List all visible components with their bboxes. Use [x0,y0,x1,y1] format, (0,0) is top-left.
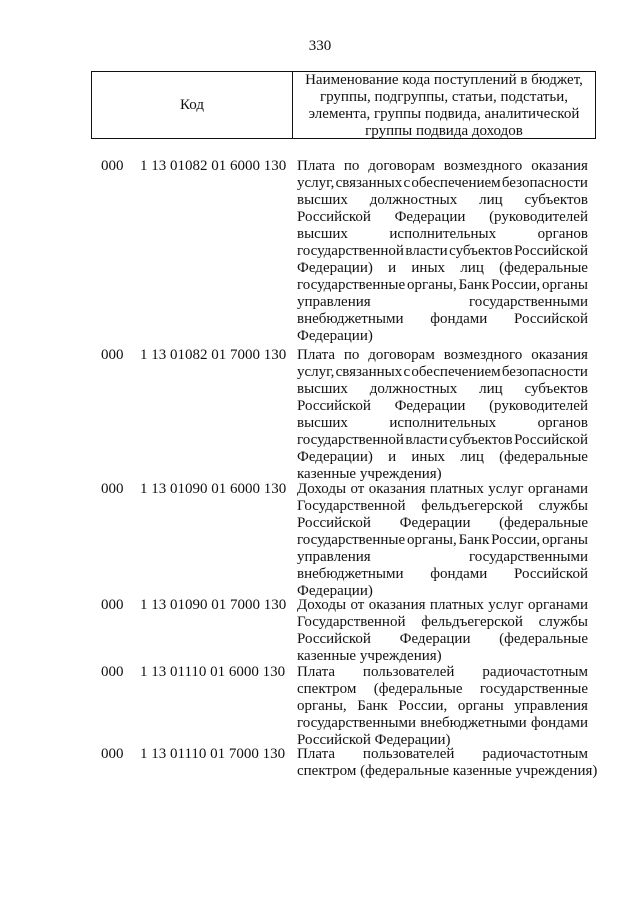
word: фельдъегерской [421,614,523,630]
revenue-name-line [297,209,588,226]
revenue-name-line [297,364,588,381]
word: субъектов [449,243,513,259]
word: лиц [460,260,484,276]
word: органы [542,277,588,293]
word: Плата [297,347,335,363]
word: России, [491,532,541,548]
word: Российской [297,398,371,414]
word: лиц [460,449,484,465]
revenue-name-line [297,481,588,498]
word: высших [297,192,348,208]
revenue-name-line [297,515,588,532]
word: субъектов [524,381,588,397]
word: органы [542,532,588,548]
revenue-name-line [297,614,588,631]
revenue-name [297,347,588,483]
revenue-name-line [297,566,588,583]
admin-code: 000 [101,664,124,680]
word: договорам [368,347,435,363]
word: фондами [430,311,488,327]
word: по [343,158,360,174]
word: Федерации [399,631,471,647]
word: органы, [297,698,347,714]
word: спектром (федеральные казенные учреждения) [297,763,598,779]
revenue-name-line [297,449,588,466]
word: услуг, [297,364,335,380]
revenue-name [297,597,588,665]
word: субъектов [524,192,588,208]
word: Плата [297,158,335,174]
word: платных [429,481,484,497]
word: органами [527,481,588,497]
word: Российской [297,515,371,531]
word: оказания [531,158,588,174]
word: государственными [297,715,416,731]
word: Российской Федерации) [297,732,451,748]
header-name-line: элемента, группы подвида, аналитической [308,106,580,122]
word: оказания [368,481,426,497]
page-number: 330 [308,38,332,54]
word: оказания [531,347,588,363]
revenue-name-line [297,226,588,243]
word: (руководителей [489,209,588,225]
word: безопасности [501,364,588,380]
revenue-name [297,664,588,749]
word: (федеральные [499,631,588,647]
table-header [91,71,596,139]
revenue-name-line [297,311,588,328]
revenue-name-line [297,192,588,209]
word: органами [527,597,588,613]
revenue-name-line [297,549,588,566]
word: договорам [368,158,435,174]
word: Федерации) [297,583,373,599]
word: Банк [357,698,388,714]
revenue-name-line [297,631,588,648]
word: фельдъегерской [421,498,523,514]
header-name-line: группы подвида доходов [365,123,523,139]
word: органов [537,226,588,242]
word: высших [297,226,348,242]
word: управления [297,549,371,565]
word: услуг, [297,175,335,191]
word: управления [297,294,371,310]
word: (федеральные [499,260,588,276]
revenue-name [297,481,588,600]
word: Федерации [394,398,466,414]
admin-code: 000 [101,481,124,497]
revenue-name-line [297,715,588,732]
word: власти [405,432,448,448]
revenue-name [297,746,598,780]
word: связанных [335,175,403,191]
word: Доходы [297,481,347,497]
word: России, [491,277,541,293]
word: государственные [297,532,406,548]
word: внебюджетными [420,715,527,731]
revenue-name-line [297,381,588,398]
word: фондами [530,715,588,731]
revenue-code: 1 13 01082 01 6000 130 [140,158,287,174]
word: Российской [514,311,588,327]
word: органы, [407,277,457,293]
word: Российской [297,631,371,647]
word: фондами [430,566,488,582]
word: службы [538,498,588,514]
revenue-name-line [297,763,598,780]
revenue-name-line [297,347,588,364]
word: Федерации) [297,260,373,276]
word: органов [537,415,588,431]
word: Федерации) [297,328,373,344]
word: обеспечением [411,175,501,191]
word: казенные учреждения) [297,648,442,664]
word: Российской [514,432,588,448]
revenue-name-line [297,664,588,681]
revenue-name-line [297,328,588,345]
word: услуг [488,481,524,497]
revenue-name-line [297,175,588,192]
word: высших [297,381,348,397]
word: Доходы [297,597,347,613]
word: радиочастотным [482,746,588,762]
word: (руководителей [489,398,588,414]
word: Государственной [297,498,406,514]
word: государственными [469,549,588,565]
word: власти [405,243,448,259]
word: должностных [369,381,458,397]
word: лиц [479,192,503,208]
word: спектром [297,681,357,697]
word: государственными [469,294,588,310]
word: службы [538,614,588,630]
revenue-name-line [297,277,588,294]
header-name-line: группы, подгруппы, статьи, подстатьи, [319,89,569,105]
word: по [343,347,360,363]
word: и [388,260,397,276]
word: услуг [488,597,524,613]
word: Российской [297,209,371,225]
word: оказания [368,597,426,613]
word: внебюджетными [297,311,404,327]
word: радиочастотным [482,664,588,680]
word: внебюджетными [297,566,404,582]
word: субъектов [449,432,513,448]
revenue-code: 1 13 01090 01 6000 130 [140,481,287,497]
word: связанных [335,364,403,380]
word: Банк [458,277,490,293]
word: казенные учреждения) [297,466,442,482]
revenue-name-line [297,746,588,763]
word: Государственной [297,614,406,630]
word: и [388,449,397,465]
word: Федерации) [297,449,373,465]
revenue-name-line [297,158,588,175]
word: государственные [479,681,588,697]
admin-code: 000 [101,597,124,613]
revenue-name-line [297,648,588,665]
revenue-name-line [297,243,588,260]
word: государственной [297,243,404,259]
word: Российской [514,243,588,259]
revenue-name-line [297,532,588,549]
word: Плата [297,664,335,680]
word: высших [297,415,348,431]
word: лиц [479,381,503,397]
revenue-name-line [297,294,588,311]
word: от [350,481,365,497]
word: (федеральные [499,449,588,465]
word: должностных [369,192,458,208]
word: Российской [514,566,588,582]
word: Федерации [399,515,471,531]
word: безопасности [501,175,588,191]
word: иных [411,449,446,465]
admin-code: 000 [101,158,124,174]
word: органы, [407,532,457,548]
word: с [403,364,411,380]
header-name-column [293,72,595,138]
revenue-code: 1 13 01110 01 7000 130 [140,746,286,762]
word: возмездного [443,347,523,363]
revenue-code: 1 13 01082 01 7000 130 [140,347,287,363]
revenue-code: 1 13 01110 01 6000 130 [140,664,286,680]
admin-code: 000 [101,746,124,762]
word: с [403,175,411,191]
word: иных [411,260,446,276]
header-code-label: Код [92,72,293,138]
word: исполнительных [389,415,497,431]
revenue-name-line [297,597,588,614]
word: (федеральные [373,681,463,697]
word: управления [514,698,588,714]
revenue-name [297,158,588,345]
header-name-line: Наименование кода поступлений в бюджет, [305,72,583,88]
word: России, [398,698,448,714]
word: (федеральные [499,515,588,531]
word: государственной [297,432,404,448]
revenue-name-line [297,398,588,415]
revenue-name-line [297,260,588,277]
revenue-name-line [297,698,588,715]
word: от [350,597,365,613]
word: государственные [297,277,406,293]
word: пользователей [362,664,455,680]
revenue-name-line [297,415,588,432]
word: исполнительных [389,226,497,242]
revenue-name-line [297,432,588,449]
word: пользователей [362,746,455,762]
word: платных [429,597,484,613]
word: Федерации [394,209,466,225]
word: возмездного [443,158,523,174]
word: Банк [458,532,490,548]
word: органы [457,698,504,714]
word: Плата [297,746,335,762]
admin-code: 000 [101,347,124,363]
word: обеспечением [411,364,501,380]
revenue-code: 1 13 01090 01 7000 130 [140,597,287,613]
revenue-name-line [297,498,588,515]
revenue-name-line [297,681,588,698]
